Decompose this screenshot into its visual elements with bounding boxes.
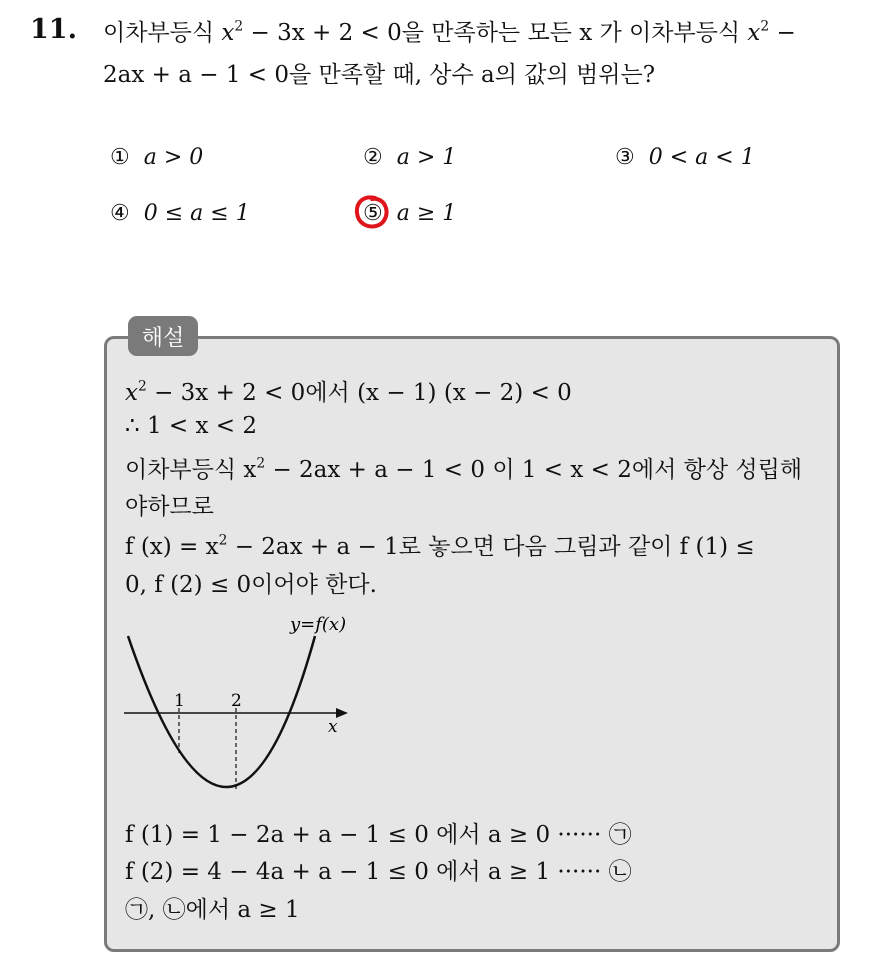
- choice-5[interactable]: ⑤ a ≥ 1: [363, 201, 457, 226]
- question-line-2: 2ax + a − 1 < 0을 만족할 때, 상수 a의 값의 범위는?: [103, 62, 656, 88]
- x-axis-arrow: [336, 708, 348, 718]
- solution-line-1: $x^2 - 3x + 2 < 0$에서 (x − 1) (x − 2) < 0: [125, 378, 572, 406]
- choice-4[interactable]: ④ 0 ≤ a ≤ 1: [110, 201, 250, 226]
- choice-1[interactable]: ① a > 0: [110, 145, 204, 170]
- solution-line-7: f (1) = 1 − 2a + a − 1 ≤ 0 에서 a ≥ 0 ······ ㉠: [125, 822, 632, 848]
- parabola-curve: [128, 636, 315, 787]
- curve-label: y=f(x): [290, 614, 347, 635]
- choice-2[interactable]: ② a > 1: [363, 145, 457, 170]
- tick-1-label: 1: [174, 691, 185, 711]
- tick-2-label: 2: [231, 691, 242, 711]
- solution-tag: 해설: [128, 316, 198, 356]
- choice-3[interactable]: ③ 0 < a < 1: [615, 145, 755, 170]
- x-axis-label: x: [328, 717, 338, 737]
- solution-line-2: ∴ 1 < x < 2: [125, 413, 257, 439]
- question-line-1: 이차부등식 $x^2 - 3x + 2 < 0$을 만족하는 모든 x 가 이차부등식 $x^2$ −: [103, 18, 796, 46]
- question-number: 11.: [30, 14, 77, 45]
- solution-line-5: f $(x) = x^2 - 2ax + a - 1$로 놓으면 다음 그림과 같이 f (1) ≤: [125, 532, 755, 560]
- solution-line-6: 0, f (2) ≤ 0이어야 한다.: [125, 572, 377, 598]
- solution-line-4: 야하므로: [125, 494, 214, 520]
- parabola-graph: [118, 608, 358, 806]
- solution-line-8: f (2) = 4 − 4a + a − 1 ≤ 0 에서 a ≥ 1 ······ ㉡: [125, 859, 632, 885]
- solution-line-3: 이차부등식 $x^2 - 2ax + a - 1 < 0$ 이 1 < x < 2에서 항상 성립해: [125, 455, 803, 483]
- answer-circle-mark: [353, 193, 391, 231]
- solution-line-9: ㉠, ㉡에서 a ≥ 1: [125, 897, 300, 923]
